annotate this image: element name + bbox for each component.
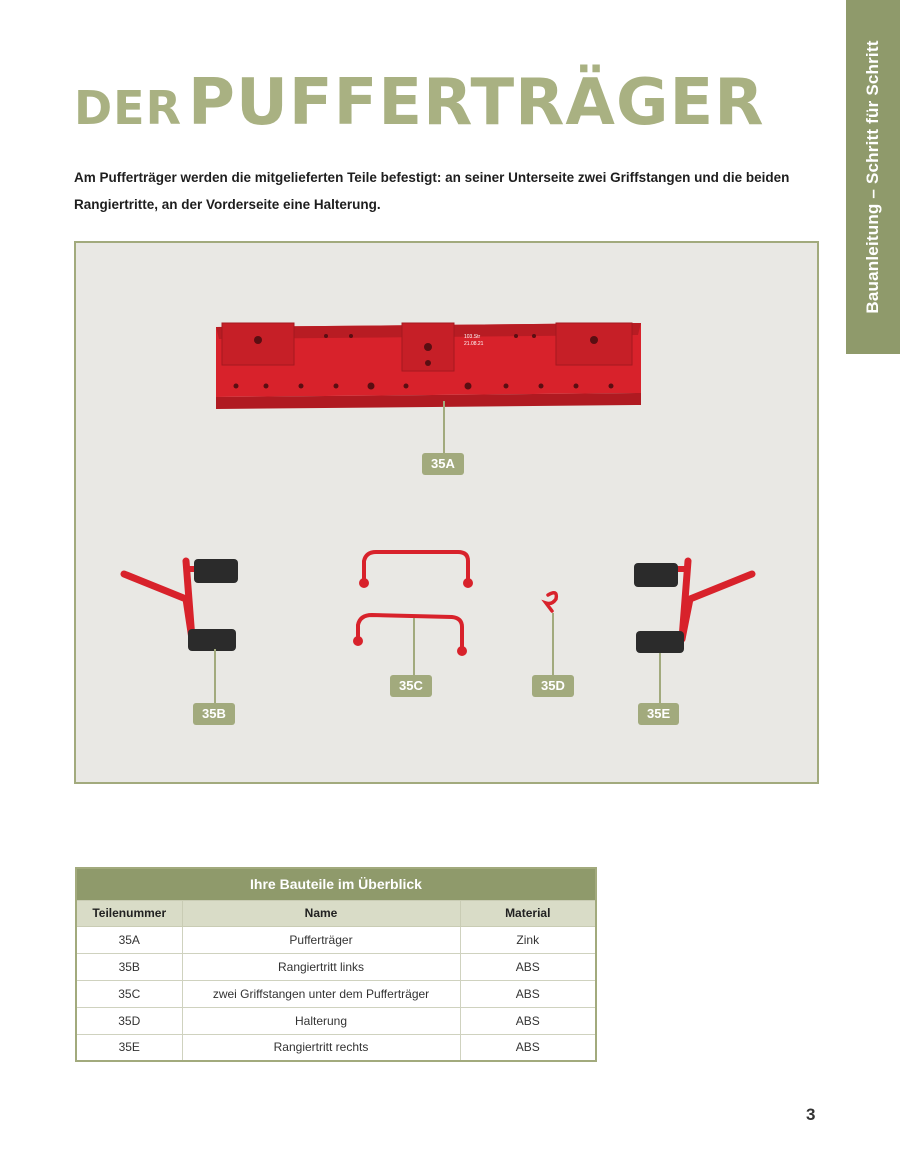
cell-material: Zink [460, 926, 596, 953]
chapter-side-tab [846, 0, 900, 354]
cell-material: ABS [460, 1007, 596, 1034]
cell-material: ABS [460, 953, 596, 980]
table-header-name: Name [182, 900, 460, 926]
table-row [76, 980, 596, 1007]
page-number: 3 [806, 1105, 816, 1124]
chapter-side-tab-label: Bauanleitung – Schritt für Schritt [863, 40, 882, 314]
parts-illustration [76, 243, 819, 784]
part-label-35c: 35C [390, 675, 432, 697]
table-header-material: Material [460, 900, 596, 926]
cell-name: Rangiertritt rechts [182, 1034, 460, 1061]
cell-part-number: 35D [76, 1007, 182, 1034]
part-35b-step-image [124, 559, 238, 651]
table-caption: Ihre Bauteile im Überblick [76, 868, 596, 900]
part-label-35e: 35E [638, 703, 679, 725]
table-row [76, 926, 596, 953]
cell-name: Pufferträger [182, 926, 460, 953]
part-35e-step-image [634, 561, 752, 653]
cell-part-number: 35E [76, 1034, 182, 1061]
page-title-main: PUFFERTRÄGER [188, 66, 765, 140]
part-35a-beam-image [216, 323, 641, 409]
cell-material: ABS [460, 1034, 596, 1061]
cell-name: Rangiertritt links [182, 953, 460, 980]
intro-text: Am Pufferträger werden die mitgelieferten Teile befestigt: an seiner Unterseite zwei Griffstangen und die beiden Rangiertritte, an der Vorderseite eine Halterung. [74, 170, 790, 212]
beam-stamp-line2: 21.08.21 [464, 341, 484, 347]
cell-part-number: 35C [76, 980, 182, 1007]
page-title [74, 66, 764, 140]
cell-part-number: 35A [76, 926, 182, 953]
table-row [76, 1007, 596, 1034]
part-label-35d: 35D [532, 675, 574, 697]
page-title-prefix: DER [74, 81, 183, 135]
cell-name: Halterung [182, 1007, 460, 1034]
cell-name: zwei Griffstangen unter dem Pufferträger [182, 980, 460, 1007]
parts-photo [74, 241, 819, 784]
part-35d-holder-image [546, 593, 556, 611]
parts-overview-table [75, 867, 597, 1062]
table-row [76, 953, 596, 980]
cell-part-number: 35B [76, 953, 182, 980]
table-header-part-number: Teilenummer [76, 900, 182, 926]
table-row [76, 1034, 596, 1061]
beam-stamp-line1: 103.Str [464, 334, 481, 340]
cell-material: ABS [460, 980, 596, 1007]
part-label-35b: 35B [193, 703, 235, 725]
part-label-35a: 35A [422, 453, 464, 475]
